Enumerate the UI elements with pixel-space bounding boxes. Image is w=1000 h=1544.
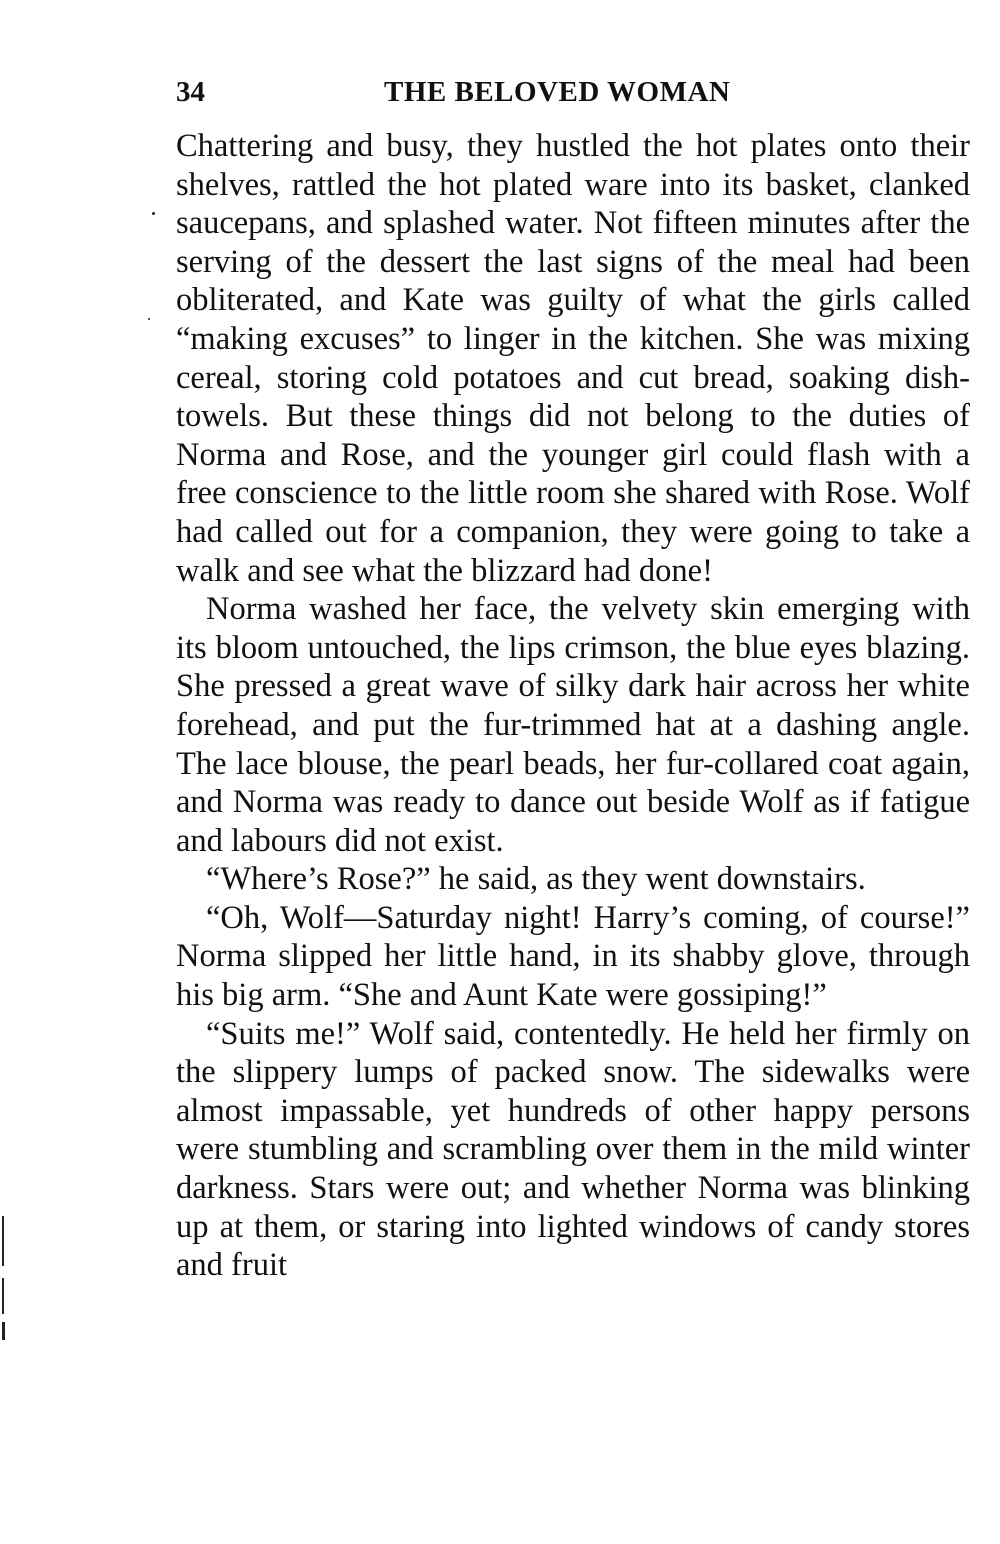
paragraph-3: “Where’s Rose?” he said, as they went downstairs.: [206, 861, 866, 898]
paragraph-2: Norma washed her face, the velvety skin emerging with its bloom untouched, the lips crimson, the blue eyes blazing. She pressed a great wave of silky dark hair across her white forehead, and put the fur-trimmed hat at a dashing angle. The lace blouse, the pearl beads, her fur-collared coat again, and Norma was ready to dance out beside Wolf as if fatigue and labours did not exist.: [176, 591, 970, 859]
paragraph-1: Chattering and busy, they hustled the hot plates onto their shelves, rattled the hot plated ware into its basket, clanked saucepans, and splashed water. Not fifteen minutes after the serving of the dessert the last signs of the meal had been obliterated, and Kate was guilty of what the girls called “making excuses” to linger in the kitchen. She was mixing cereal, storing cold potatoes and cut bread, soaking dish-towels. But these things did not belong to the duties of Norma and Rose, and the younger girl could flash with a free conscience to the little room she shared with Rose. Wolf had called out for a companion, they were going to take a walk and see what the blizzard had done!: [176, 128, 970, 589]
scan-edge-mark: [2, 1322, 5, 1340]
paragraph-4: “Oh, Wolf—Saturday night! Harry’s coming, of course!” Norma slipped her little hand, in its shabby glove, through his big arm. “She and Aunt Kate were gossiping!”: [176, 899, 970, 1014]
running-title: THE BELOVED WOMAN: [384, 76, 731, 108]
scan-speck: [148, 318, 150, 320]
running-head: [176, 72, 776, 112]
scan-edge-mark: [2, 1216, 4, 1266]
scan-edge-mark: [2, 1278, 4, 1314]
body-text: [176, 127, 970, 1285]
page-number: 34: [176, 76, 205, 108]
scan-speck: [152, 212, 155, 215]
paragraph-5: “Suits me!” Wolf said, contentedly. He held her firmly on the slippery lumps of packed snow. The sidewalks were almost impassable, yet hundreds of other happy persons were stumbling and scrambling over them in the mild winter darkness. Stars were out; and whether Norma was blinking up at them, or staring into lighted windows of candy stores and fruit: [176, 1015, 970, 1284]
